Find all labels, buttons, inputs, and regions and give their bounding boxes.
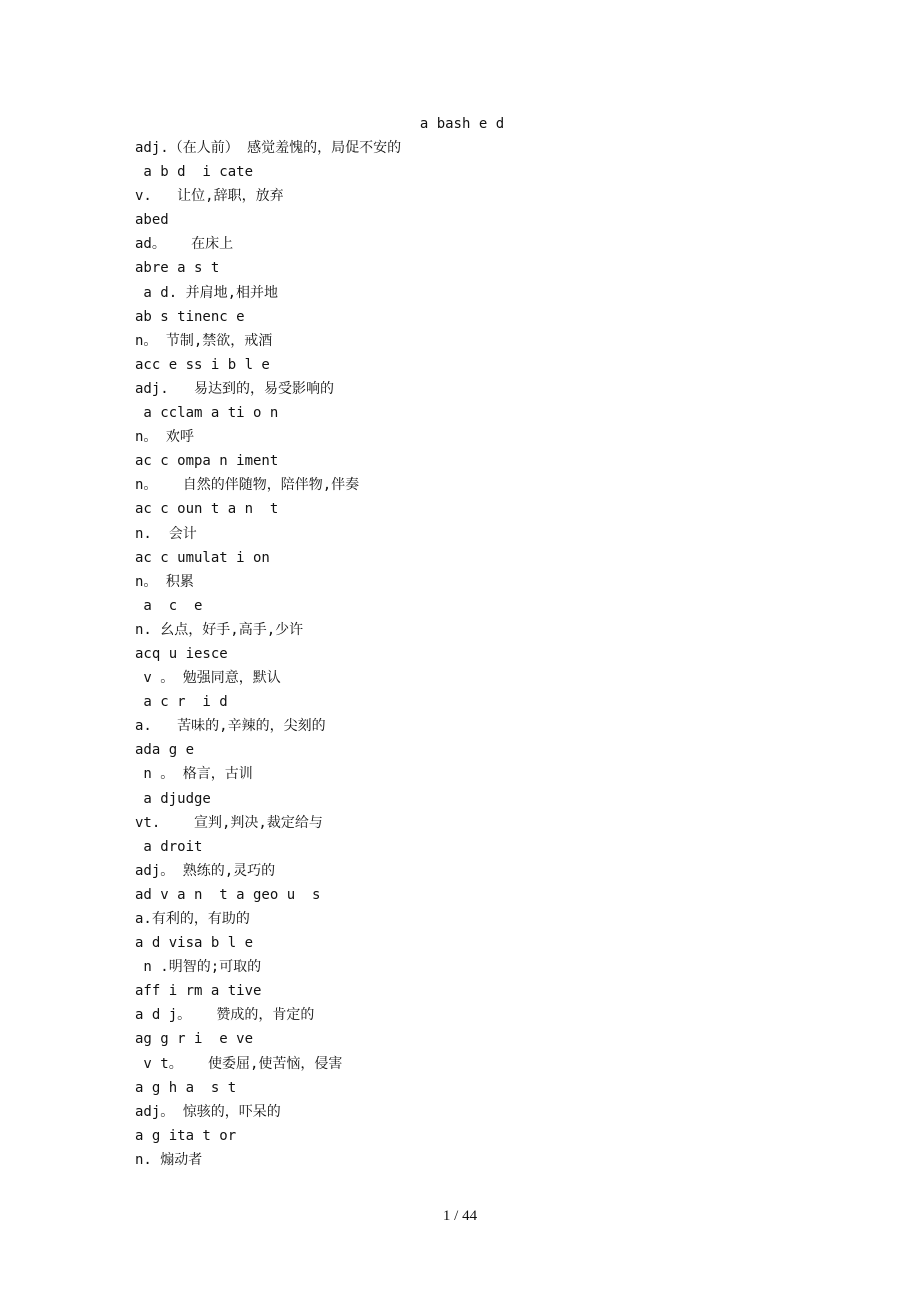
vocabulary-line: acq u iesce [135, 645, 228, 662]
vocabulary-line: v t。 使委屈,使苦恼，侵害 [135, 1055, 343, 1072]
vocabulary-line: adj。 惊骇的，吓呆的 [135, 1103, 281, 1120]
vocabulary-line: a d visa b l e [135, 935, 254, 952]
vocabulary-line: adj。 熟练的,灵巧的 [135, 862, 276, 879]
heading-text: a bash e d [419, 116, 505, 132]
vocabulary-line: ad。 在床上 [135, 236, 234, 253]
vocabulary-line: v. 让位,辞职，放弃 [135, 188, 284, 205]
vocabulary-line: a d j。 赞成的，肯定的 [135, 1007, 315, 1024]
vocabulary-line: a c e [135, 597, 203, 614]
vocabulary-line: ada g e [135, 742, 195, 759]
vocabulary-line: a g ita t or [135, 1127, 237, 1144]
vocabulary-line: n。 欢呼 [135, 429, 194, 446]
vocabulary-line: a.有利的，有助的 [135, 911, 250, 927]
vocabulary-line: adj.（在人前） 感觉羞愧的，局促不安的 [135, 140, 402, 156]
vocabulary-line: n. 幺点，好手,高手,少许 [135, 621, 304, 638]
vocabulary-line: ac c ompa n iment [135, 453, 279, 470]
vocabulary-line: abre a s t [135, 260, 220, 277]
vocabulary-line: ac c oun t a n t [135, 501, 279, 518]
vocabulary-line: a d. 并肩地,相并地 [135, 284, 279, 301]
vocabulary-line: a droit [135, 838, 203, 855]
vocabulary-line: a c r i d [135, 694, 228, 711]
vocabulary-line: ac c umulat i on [135, 549, 270, 566]
vocabulary-line: vt. 宣判,判决,裁定给与 [135, 814, 323, 831]
vocabulary-line: n 。 格言，古训 [135, 766, 253, 783]
vocabulary-line: v 。 勉强同意，默认 [135, 670, 281, 687]
vocabulary-line: n .明智的;可取的 [135, 959, 262, 976]
vocabulary-line: aff i rm a tive [135, 983, 262, 1000]
vocabulary-line: a. 苦味的,辛辣的，尖刻的 [135, 718, 326, 735]
page-heading [0, 114, 920, 134]
vocabulary-line: abed [135, 212, 169, 229]
vocabulary-line: n. 煽动者 [135, 1151, 203, 1168]
vocabulary-line: a b d i cate [135, 164, 254, 181]
vocabulary-list [135, 138, 835, 1174]
vocabulary-line: ag g r i e ve [135, 1031, 254, 1048]
vocabulary-line: ad v a n t a geo u s [135, 886, 321, 903]
vocabulary-line: n。 自然的伴随物，陪伴物,伴奏 [135, 477, 360, 494]
vocabulary-line: n。 节制,禁欲，戒酒 [135, 332, 273, 349]
vocabulary-line: ab s tinenc e [135, 308, 245, 325]
vocabulary-line: a djudge [135, 790, 211, 807]
vocabulary-line: a g h a s t [135, 1079, 237, 1096]
vocabulary-line: a cclam a ti o n [135, 405, 279, 422]
vocabulary-line: acc e ss i b l e [135, 356, 270, 373]
vocabulary-line: n. 会计 [135, 525, 197, 542]
vocabulary-line: n。 积累 [135, 573, 194, 590]
vocabulary-line: adj. 易达到的，易受影响的 [135, 380, 335, 397]
page-number: 1 / 44 [442, 1208, 478, 1224]
